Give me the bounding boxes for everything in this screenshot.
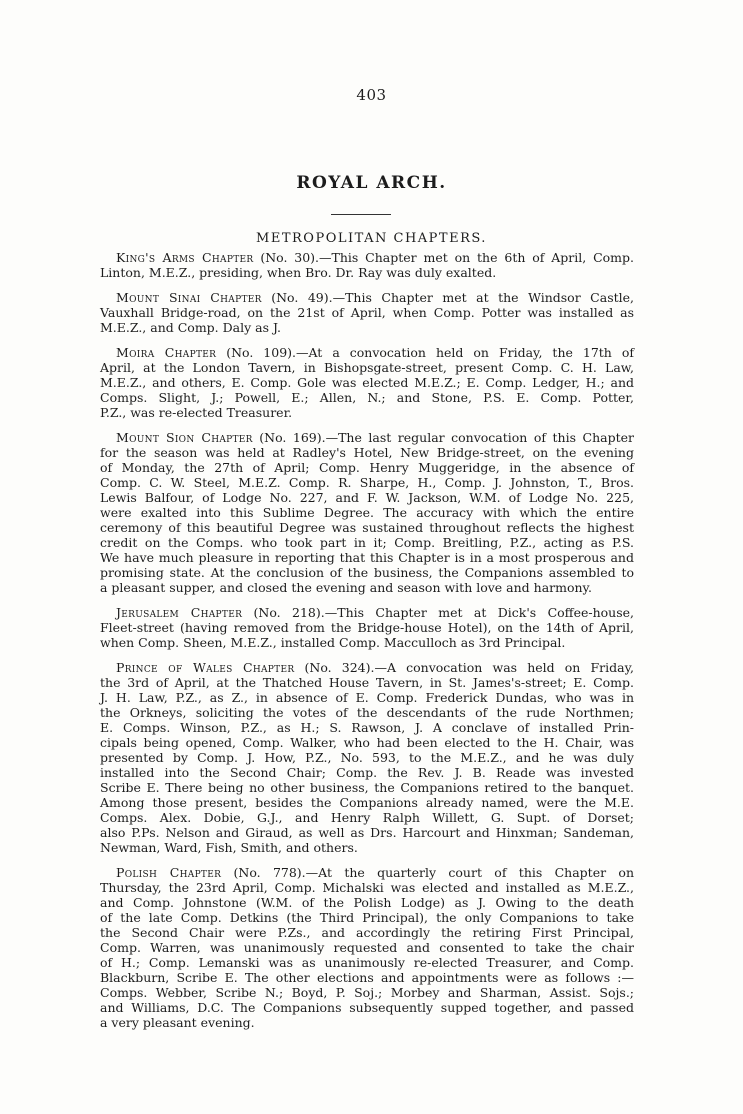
paragraph-line: Blackburn, Scribe E. The other elections and appointments were as follows :— <box>100 970 634 985</box>
paragraph-line: Scribe E. There being no other business, the Companions retired to the banquet. <box>100 780 634 795</box>
paragraph-line: installed into the Second Chair; Comp. the Rev. J. B. Reade was invested <box>100 765 634 780</box>
paragraph-line: a very pleasant evening. <box>100 1015 255 1030</box>
paragraph-line: Comps. Webber, Scribe N.; Boyd, P. Soj.; Morbey and Sharman, Assist. Sojs.; <box>100 985 634 1000</box>
paragraph-line: for the season was held at Radley's Hotel, New Bridge-street, on the evening <box>100 445 634 460</box>
chapter-name: King's Arms Chapter <box>116 250 254 265</box>
paragraph-line: credit on the Comps. who took part in it; Comp. Breitling, P.Z., acting as P.S. <box>100 535 634 550</box>
chapter-report-paragraph <box>100 290 634 335</box>
page-number: 403 <box>356 86 387 104</box>
paragraph-line: cipals being opened, Comp. Walker, who had been elected to the H. Chair, was <box>100 735 634 750</box>
paragraph-first-line <box>100 250 634 265</box>
paragraph-line-text: (No. 324).—A convocation was held on Friday, <box>294 660 634 675</box>
paragraph-line: April, at the London Tavern, in Bishopsgate-street, present Comp. C. H. Law, <box>100 360 634 375</box>
chapter-report-paragraph <box>100 345 634 420</box>
paragraph-first-line <box>100 605 634 620</box>
chapter-name: Moira Chapter <box>116 345 217 360</box>
paragraph-line: when Comp. Sheen, M.E.Z., installed Comp. Macculloch as 3rd Principal. <box>100 635 566 650</box>
paragraph-line-text: (No. 109).—At a convocation held on Friday, the 17th of <box>216 345 634 360</box>
paragraph-first-line <box>100 345 634 360</box>
paragraph-line: the Orkneys, soliciting the votes of the descendants of the rude Northmen; <box>100 705 634 720</box>
paragraph-line: of Monday, the 27th of April; Comp. Henry Muggeridge, in the absence of <box>100 460 634 475</box>
paragraph-line: of the late Comp. Detkins (the Third Principal), the only Companions to take <box>100 910 634 925</box>
chapter-report-paragraph <box>100 250 634 280</box>
paragraph-line: Fleet-street (having removed from the Bridge-house Hotel), on the 14th of April, <box>100 620 634 635</box>
chapter-name: Polish Chapter <box>116 865 222 880</box>
paragraph-line: E. Comps. Winson, P.Z., as H.; S. Rawson, J. A conclave of installed Prin- <box>100 720 634 735</box>
paragraph-line: Comps. Slight, J.; Powell, E.; Allen, N.; and Stone, P.S. E. Comp. Potter, <box>100 390 634 405</box>
paragraph-line: and Williams, D.C. The Companions subsequently supped together, and passed <box>100 1000 634 1015</box>
paragraph-first-line <box>100 430 634 445</box>
paragraph-line-text: (No. 778).—At the quarterly court of this Chapter on <box>221 865 634 880</box>
chapter-name: Mount Sion Chapter <box>116 430 253 445</box>
paragraph-line: of H.; Comp. Lemanski was as unanimously re-elected Treasurer, and Comp. <box>100 955 634 970</box>
paragraph-line-text: (No. 218).—This Chapter met at Dick's Coffee-house, <box>242 605 634 620</box>
paragraph-line: M.E.Z., and others, E. Comp. Gole was elected M.E.Z.; E. Comp. Ledger, H.; and <box>100 375 634 390</box>
paragraph-line: promising state. At the conclusion of the business, the Companions assembled to <box>100 565 634 580</box>
page-title: ROYAL ARCH. <box>296 173 447 193</box>
title-divider <box>331 214 391 215</box>
paragraph-line: Thursday, the 23rd April, Comp. Michalski was elected and installed as M.E.Z., <box>100 880 634 895</box>
paragraph-line: presented by Comp. J. How, P.Z., No. 593, to the M.E.Z., and he was duly <box>100 750 634 765</box>
paragraph-line: and Comp. Johnstone (W.M. of the Polish Lodge) as J. Owing to the death <box>100 895 634 910</box>
section-heading: METROPOLITAN CHAPTERS. <box>256 231 487 246</box>
chapter-name: Jerusalem Chapter <box>116 605 243 620</box>
paragraph-line: Linton, M.E.Z., presiding, when Bro. Dr. Ray was duly exalted. <box>100 265 497 280</box>
paragraph-line-text: (No. 30).—This Chapter met on the 6th of April, Comp. <box>253 250 634 265</box>
paragraph-line: also P.Ps. Nelson and Giraud, as well as Drs. Harcourt and Hinxman; Sandeman, <box>100 825 634 840</box>
paragraph-line-text: (No. 169).—The last regular convocation of this Chapter <box>252 430 634 445</box>
chapter-report-paragraph <box>100 605 634 650</box>
chapter-name: Mount Sinai Chapter <box>116 290 262 305</box>
paragraph-line: the Second Chair were P.Zs., and accordingly the retiring First Principal, <box>100 925 634 940</box>
paragraph-line: ceremony of this beautiful Degree was sustained throughout reflects the highest <box>100 520 634 535</box>
chapter-name: Prince of Wales Chapter <box>116 660 295 675</box>
paragraph-line: the 3rd of April, at the Thatched House Tavern, in St. James's-street; E. Comp. <box>100 675 634 690</box>
article-body <box>100 250 634 1040</box>
paragraph-line: Among those present, besides the Companions already named, were the M.E. <box>100 795 634 810</box>
paragraph-line: Newman, Ward, Fish, Smith, and others. <box>100 840 358 855</box>
paragraph-line: We have much pleasure in reporting that this Chapter is in a most prosperous and <box>100 550 634 565</box>
paragraph-line: Comps. Alex. Dobie, G.J., and Henry Ralph Willett, G. Supt. of Dorset; <box>100 810 634 825</box>
paragraph-first-line <box>100 865 634 880</box>
paragraph-line-text: (No. 49).—This Chapter met at the Windsor Castle, <box>261 290 634 305</box>
paragraph-line: Comp. Warren, was unanimously requested and consented to take the chair <box>100 940 634 955</box>
paragraph-line: P.Z., was re-elected Treasurer. <box>100 405 293 420</box>
chapter-report-paragraph <box>100 865 634 1030</box>
paragraph-line: Comp. C. W. Steel, M.E.Z. Comp. R. Sharpe, H., Comp. J. Johnston, T., Bros. <box>100 475 634 490</box>
chapter-report-paragraph <box>100 660 634 855</box>
paragraph-line: a pleasant supper, and closed the evening and season with love and harmony. <box>100 580 592 595</box>
paragraph-line: Vauxhall Bridge-road, on the 21st of April, when Comp. Potter was installed as <box>100 305 634 320</box>
paragraph-first-line <box>100 290 634 305</box>
paragraph-line: were exalted into this Sublime Degree. The accuracy with which the entire <box>100 505 634 520</box>
paragraph-first-line <box>100 660 634 675</box>
paragraph-line: J. H. Law, P.Z., as Z., in absence of E. Comp. Frederick Dundas, who was in <box>100 690 634 705</box>
chapter-report-paragraph <box>100 430 634 595</box>
paragraph-line: Lewis Balfour, of Lodge No. 227, and F. W. Jackson, W.M. of Lodge No. 225, <box>100 490 634 505</box>
paragraph-line: M.E.Z., and Comp. Daly as J. <box>100 320 281 335</box>
